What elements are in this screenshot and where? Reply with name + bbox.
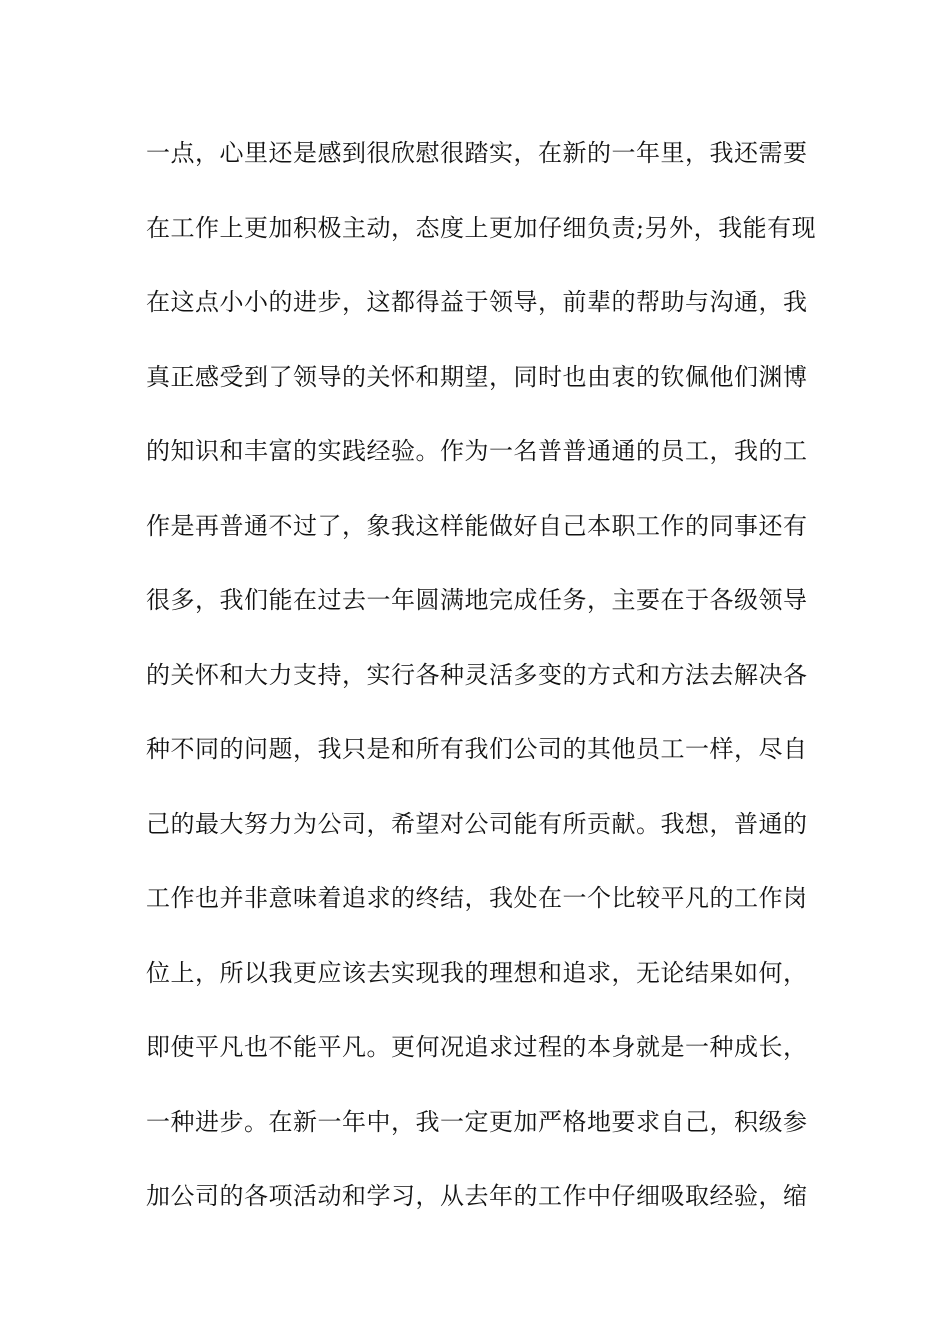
text-line: 工作也并非意味着追求的终结，我处在一个比较平凡的工作岗 — [146, 884, 808, 912]
text-line: 加公司的各项活动和学习，从去年的工作中仔细吸取经验，缩 — [146, 1182, 808, 1210]
text-line: 很多，我们能在过去一年圆满地完成任务，主要在于各级领导 — [146, 586, 808, 614]
body-text — [146, 128, 816, 1246]
text-line: 即使平凡也不能平凡。更何况追求过程的本身就是一种成长， — [146, 1033, 808, 1061]
text-line: 一点，心里还是感到很欣慰很踏实，在新的一年里，我还需要 — [146, 139, 808, 167]
text-line: 一种进步。在新一年中，我一定更加严格地要求自己，积级参 — [146, 1107, 808, 1136]
text-line: 的知识和丰富的实践经验。作为一名普普通通的员工，我的工 — [146, 437, 808, 465]
text-line: 位上，所以我更应该去实现我的理想和追求，无论结果如何， — [146, 958, 808, 987]
text-line: 作是再普通不过了，象我这样能做好自己本职工作的同事还有 — [146, 511, 808, 540]
text-line: 真正感受到了领导的关怀和期望，同时也由衷的钦佩他们渊博 — [146, 362, 808, 391]
text-line: 在工作上更加积极主动，态度上更加仔细负责;另外，我能有现 — [146, 213, 817, 242]
text-line: 的关怀和大力支持，实行各种灵活多变的方式和方法去解决各 — [146, 660, 808, 689]
text-line: 己的最大努力为公司，希望对公司能有所贡献。我想，普通的 — [146, 809, 808, 838]
text-line: 种不同的问题，我只是和所有我们公司的其他员工一样，尽自 — [146, 735, 808, 763]
text-line: 在这点小小的进步，这都得益于领导，前辈的帮助与沟通，我 — [146, 288, 808, 316]
